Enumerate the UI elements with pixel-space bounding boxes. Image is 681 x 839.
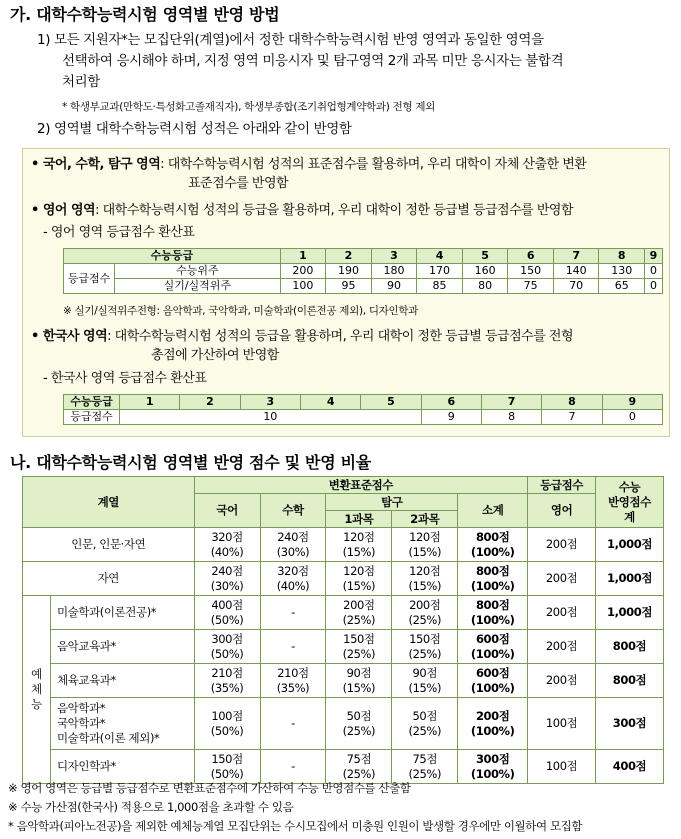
cell-total: 800점 [596, 630, 664, 664]
cell-total: 1,000점 [596, 528, 664, 562]
cell-total: 400점 [596, 750, 664, 784]
eng-cell: 85 [417, 279, 463, 294]
row-name: 음악교육과* [50, 630, 194, 664]
bullet-english: • 영어 영역: 대학수학능력시험 성적의 등급을 활용하며, 우리 대학이 정한 등급별 등급점수를 반영함 [31, 203, 574, 218]
cell-inq2: 75점 (25%) [392, 750, 458, 784]
section-b-title: 나. 대학수학능력시험 영역별 반영 점수 및 반영 비율 [10, 453, 371, 472]
item1-line2: 선택하여 응시해야 하며, 지정 영역 미응시자 및 탐구영역 2개 과목 미만 응시자는 불합격 [62, 53, 564, 69]
eng-grade-header: 수능등급 [64, 249, 281, 264]
hist-cell: 8 [481, 410, 541, 425]
eng-cell: 150 [508, 264, 554, 279]
table-row [23, 630, 664, 664]
cell-english: 200점 [528, 630, 596, 664]
cell-inq2: 50점 (25%) [392, 698, 458, 750]
history-table-caption: - 한국사 영역 등급점수 환산표 [43, 371, 207, 386]
hist-grade: 3 [240, 395, 300, 410]
hist-grade: 2 [180, 395, 240, 410]
header-korean: 국어 [194, 494, 260, 528]
row-name: 미술학과(이론전공)* [50, 596, 194, 630]
cell-subtotal: 300점 (100%) [458, 750, 528, 784]
eng-cell: 0 [645, 264, 663, 279]
bullet3-cont: 총점에 가산하여 반영함 [151, 348, 279, 363]
cell-inq2: 150점 (25%) [392, 630, 458, 664]
english-table-caption: - 영어 영역 등급점수 환산표 [43, 225, 195, 240]
cell-math: 240점 (30%) [260, 528, 326, 562]
cell-inq1: 50점 (25%) [326, 698, 392, 750]
cell-total: 800점 [596, 664, 664, 698]
hist-cell: 10 [120, 410, 422, 425]
header-inq2: 2과목 [392, 511, 458, 528]
cell-math: - [260, 630, 326, 664]
cell-korean: 400점 (50%) [194, 596, 260, 630]
cell-inq2: 120점 (15%) [392, 528, 458, 562]
cell-subtotal: 800점 (100%) [458, 562, 528, 596]
eng-grade: 7 [553, 249, 599, 264]
item1-line1: 1) 모든 지원자*는 모집단위(계열)에서 정한 대학수학능력시험 반영 영역과 동일한 영역을 [37, 32, 544, 48]
cell-math: 320점 (40%) [260, 562, 326, 596]
eng-grade: 8 [599, 249, 645, 264]
eng-cell: 100 [280, 279, 326, 294]
eng-score-label: 등급점수 [64, 264, 115, 294]
hist-grade: 9 [602, 395, 662, 410]
hist-grade: 1 [120, 395, 180, 410]
eng-cell: 170 [417, 264, 463, 279]
hist-grade: 4 [300, 395, 360, 410]
header-inq1: 1과목 [326, 511, 392, 528]
cell-inq1: 200점 (25%) [326, 596, 392, 630]
eng-cell: 80 [462, 279, 508, 294]
arts-sports-label: 예 체 능 [23, 596, 51, 784]
cell-inq1: 120점 (15%) [326, 528, 392, 562]
cell-inq1: 90점 (15%) [326, 664, 392, 698]
eng-cell: 200 [280, 264, 326, 279]
table-row [23, 562, 664, 596]
eng-cell: 75 [508, 279, 554, 294]
eng-grade: 3 [371, 249, 417, 264]
history-grade-table [63, 394, 663, 425]
hist-cell: 0 [602, 410, 662, 425]
cell-math: 210점 (35%) [260, 664, 326, 698]
header-grade-score: 등급점수 [528, 477, 596, 494]
table-row [23, 698, 664, 750]
eng-cell: 180 [371, 264, 417, 279]
eng-grade: 9 [645, 249, 663, 264]
cell-inq1: 120점 (15%) [326, 562, 392, 596]
eng-cell: 65 [599, 279, 645, 294]
eng-grade: 1 [280, 249, 326, 264]
cell-english: 100점 [528, 750, 596, 784]
table-row [23, 664, 664, 698]
eng-grade: 4 [417, 249, 463, 264]
row-name: 체육교육과* [50, 664, 194, 698]
cell-korean: 320점 (40%) [194, 528, 260, 562]
cell-inq2: 120점 (15%) [392, 562, 458, 596]
row-name: 디자인학과* [50, 750, 194, 784]
eng-cell: 95 [326, 279, 372, 294]
footnote: * 음악학과(피아노전공)을 제외한 예체능계열 모집단위는 수시모집에서 미충원 인원이 발생할 경우에만 이월하여 모집함 [8, 819, 583, 833]
cell-english: 200점 [528, 562, 596, 596]
eng-cell: 130 [599, 264, 645, 279]
hist-grade: 8 [542, 395, 602, 410]
bullet-korean-history: • 한국사 영역: 대학수학능력시험 성적의 등급을 활용하며, 우리 대학이 정한 등급별 등급점수를 전형 [31, 329, 574, 344]
hist-grade: 6 [421, 395, 481, 410]
header-math: 수학 [260, 494, 326, 528]
eng-grade: 2 [326, 249, 372, 264]
header-major: 계열 [23, 477, 195, 528]
header-converted: 변환표준점수 [194, 477, 528, 494]
english-grade-table [63, 248, 663, 294]
item1-note: * 학생부교과(만학도·특성화고졸재직자), 학생부종합(조기취업형계약학과) 전형 제외 [62, 101, 436, 113]
english-table-note: ※ 실기/실적위주전형: 음악학과, 국악학과, 미술학과(이론전공 제외), 디자인학과 [63, 305, 419, 317]
cell-inq2: 200점 (25%) [392, 596, 458, 630]
cell-subtotal: 800점 (100%) [458, 596, 528, 630]
bullet1-cont: 표준점수를 반영함 [188, 176, 289, 191]
cell-subtotal: 200점 (100%) [458, 698, 528, 750]
cell-math: - [260, 698, 326, 750]
cell-inq2: 90점 (15%) [392, 664, 458, 698]
header-english: 영어 [528, 494, 596, 528]
hist-grade: 5 [361, 395, 421, 410]
eng-grade: 6 [508, 249, 554, 264]
header-inquiry: 탐구 [326, 494, 458, 511]
hist-cell: 9 [421, 410, 481, 425]
hist-grade-header: 수능등급 [64, 395, 120, 410]
cell-subtotal: 600점 (100%) [458, 664, 528, 698]
cell-korean: 100점 (50%) [194, 698, 260, 750]
footnote: ※ 수능 가산점(한국사) 적용으로 1,000점을 초과할 수 있음 [8, 800, 294, 814]
cell-inq1: 150점 (25%) [326, 630, 392, 664]
cell-korean: 210점 (35%) [194, 664, 260, 698]
eng-row2-label: 실기/실적위주 [115, 279, 281, 294]
cell-inq1: 75점 (25%) [326, 750, 392, 784]
hist-cell: 7 [542, 410, 602, 425]
cell-korean: 300점 (50%) [194, 630, 260, 664]
table-row [23, 596, 664, 630]
item1-line3: 처리함 [62, 74, 100, 90]
row-name: 인문, 인문·자연 [23, 528, 195, 562]
eng-cell: 70 [553, 279, 599, 294]
eng-cell: 190 [326, 264, 372, 279]
cell-math: - [260, 596, 326, 630]
eng-cell: 0 [645, 279, 663, 294]
row-name: 자연 [23, 562, 195, 596]
hist-grade: 7 [481, 395, 541, 410]
cell-total: 1,000점 [596, 562, 664, 596]
hist-score-label: 등급점수 [64, 410, 120, 425]
bullet-korean-math-inquiry: • 국어, 수학, 탐구 영역: 대학수학능력시험 성적의 표준점수를 활용하며, 우리 대학이 자체 산출한 변환 [31, 157, 587, 172]
table-row [23, 528, 664, 562]
eng-row1-label: 수능위주 [115, 264, 281, 279]
footnotes [8, 779, 582, 836]
score-ratio-table [22, 476, 664, 784]
footnote: ※ 영어 영역은 등급별 등급점수로 변환표준점수에 가산하여 수능 반영점수를 산출함 [8, 781, 411, 795]
eng-grade: 5 [462, 249, 508, 264]
cell-subtotal: 600점 (100%) [458, 630, 528, 664]
cell-korean: 150점 (50%) [194, 750, 260, 784]
eng-cell: 90 [371, 279, 417, 294]
cell-math: - [260, 750, 326, 784]
cell-total: 300점 [596, 698, 664, 750]
cell-english: 200점 [528, 596, 596, 630]
cell-total: 1,000점 [596, 596, 664, 630]
section-a-title: 가. 대학수학능력시험 영역별 반영 방법 [10, 5, 280, 24]
cell-subtotal: 800점 (100%) [458, 528, 528, 562]
cell-english: 100점 [528, 698, 596, 750]
cell-english: 200점 [528, 528, 596, 562]
reflection-method-box [22, 148, 670, 437]
row-name: 음악학과* 국악학과* 미술학과(이론 제외)* [50, 698, 194, 750]
eng-cell: 160 [462, 264, 508, 279]
eng-cell: 140 [553, 264, 599, 279]
header-total: 수능 반영점수 계 [596, 477, 664, 528]
cell-korean: 240점 (30%) [194, 562, 260, 596]
header-subtotal: 소계 [458, 494, 528, 528]
cell-english: 200점 [528, 664, 596, 698]
item2: 2) 영역별 대학수학능력시험 성적은 아래와 같이 반영함 [37, 121, 352, 137]
